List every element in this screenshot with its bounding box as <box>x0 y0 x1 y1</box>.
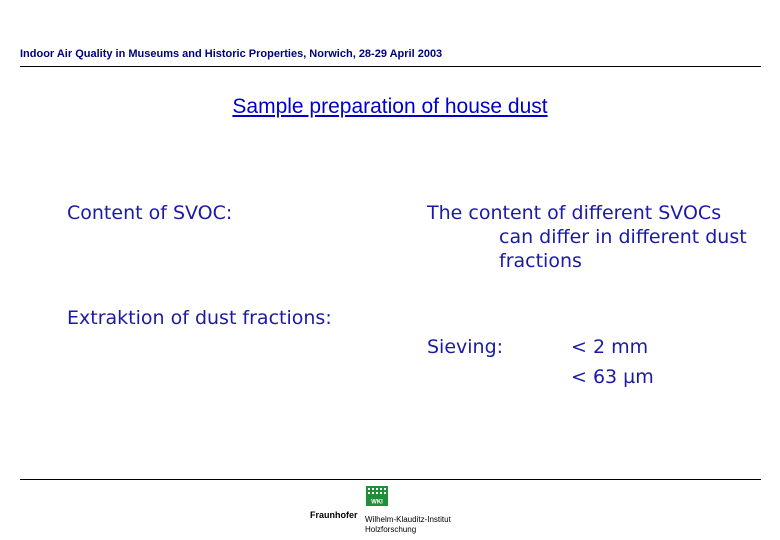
conference-header: Indoor Air Quality in Museums and Historic Properties, Norwich, 28-29 April 2003 <box>20 48 443 60</box>
institute-name <box>365 515 451 535</box>
extraction-label: Extraktion of dust fractions: <box>67 307 332 329</box>
content-text-line3: fractions <box>499 250 582 272</box>
sieving-label: Sieving: <box>427 336 504 358</box>
content-text-line2: can differ in different dust <box>499 226 747 248</box>
fraunhofer-wki-logo <box>310 486 480 536</box>
sieving-value-63um: < 63 µm <box>571 366 654 388</box>
institute-line2: Holzforschung <box>365 525 417 534</box>
footer-divider <box>20 479 761 480</box>
header-divider <box>20 66 761 67</box>
wki-logo-text: WKI <box>371 499 383 506</box>
fraunhofer-name: Fraunhofer <box>310 510 358 520</box>
institute-line1: Wilhelm-Klauditz-Institut <box>365 515 451 524</box>
sieving-value-2mm: < 2 mm <box>571 336 649 358</box>
content-text-line1: The content of different SVOCs <box>427 202 722 224</box>
wki-logo-icon <box>366 486 388 506</box>
slide-title: Sample preparation of house dust <box>232 95 548 118</box>
content-label: Content of SVOC: <box>67 202 233 224</box>
